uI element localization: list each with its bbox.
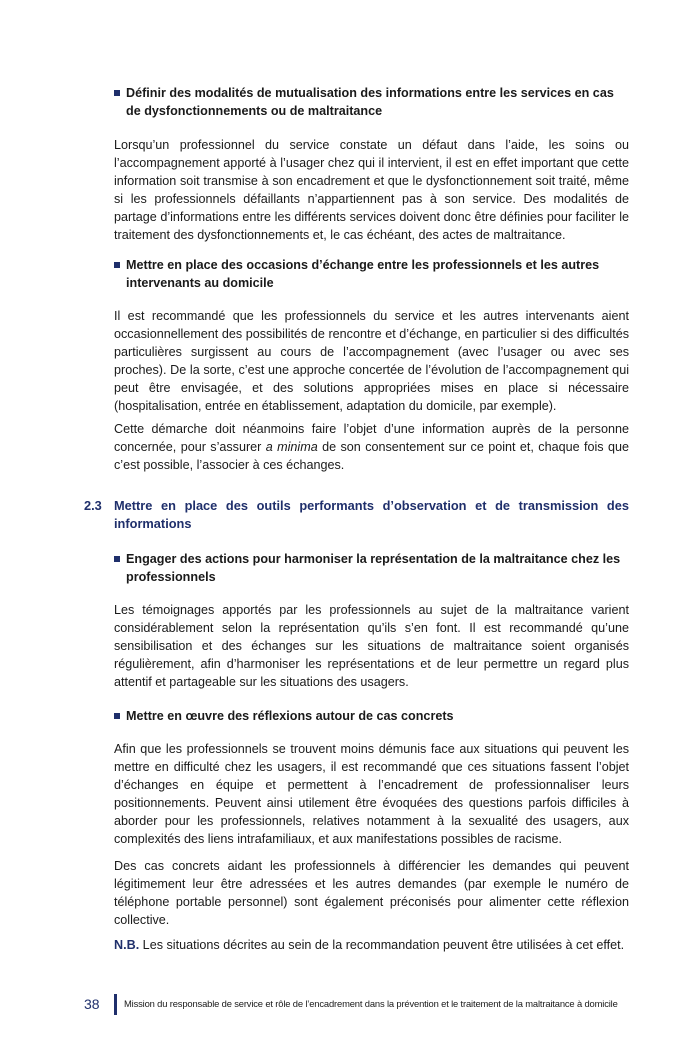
page-number: 38 [84, 996, 100, 1012]
square-bullet-icon [114, 90, 120, 96]
bullet-heading-occasions-echange [114, 256, 629, 292]
bullet-heading-text: Définir des modalités de mutualisation des informations entre les services en cas de dysfonctionnements ou de maltraitance [126, 86, 614, 118]
nb-text: Les situations décrites au sein de la recommandation peuvent être utilisées à cet effet. [139, 938, 625, 952]
square-bullet-icon [114, 713, 120, 719]
paragraph-defaut-aide: Lorsqu’un professionnel du service constate un défaut dans l’aide, les soins ou l’accompagnement apporté à l’usager chez qui il intervient, il est en effet important que cette information soit transmise à son encadrement et que le dysfonctionnement soit traité, même si les professionnels défaillants n’appartiennent pas à son service. Des modalités de partage d’informations entre les différents services doivent donc être définies pour faciliter le traitement des dysfonctionnements et, le cas échéant, des actes de maltraitance. [114, 138, 629, 242]
section-number: 2.3 [84, 498, 102, 513]
bullet-heading-cas-concrets [114, 707, 629, 725]
nb-label: N.B. [114, 938, 140, 952]
paragraph-rencontre-echange: Il est recommandé que les professionnels du service et les autres intervenants aient occasionnellement des possibilités de rencontre et d’échange, en particulier si des difficultés particulières surgissent au cours de l’accompagnement (avec l’usager ou avec ses proches). De la sorte, c’est une approche concertée de l’évolution de l’accompagnement qui peut être envisagée, et des solutions appropriées mises en place si nécessaire (hospitalisation, entrée en établissement, adaptation du domicile, par exemple). [114, 309, 629, 413]
square-bullet-icon [114, 556, 120, 562]
bullet-heading-text: Mettre en œuvre des réflexions autour de cas concrets [126, 709, 454, 723]
bullet-heading-mutualisation [114, 84, 629, 120]
footer-divider [114, 994, 117, 1015]
paragraph-text-start: Cette démarche doit néanmoins faire l’objet d’une information auprès de la personne concernée, pour s’assurer [114, 422, 629, 454]
running-title: Mission du responsable de service et rôle de l’encadrement dans la prévention et le traitement de la maltraitance à domicile [124, 998, 618, 1009]
bullet-heading-text: Engager des actions pour harmoniser la représentation de la maltraitance chez les professionnels [126, 552, 621, 584]
paragraph-text-end: de son consentement sur ce point et, chaque fois que c’est possible, l’associer à ces échanges. [114, 440, 629, 472]
paragraph-demunis: Afin que les professionnels se trouvent moins démunis face aux situations qui peuvent les mettre en difficulté chez les usagers, il est recommandé que ces situations fassent l’objet d’échanges en équipe et permettent à l’encadrement de professionnaliser leurs positionnements. Peuvent ainsi utilement être évoquées des questions parfois difficiles à aborder pour les professionnels, relatives notamment à la sexualité des usagers, aux complexités des liens intrafamiliaux, et aux manifestations possibles de racisme. [114, 742, 629, 846]
bullet-heading-text: Mettre en place des occasions d’échange entre les professionnels et les autres intervenants au domicile [126, 258, 600, 290]
paragraph-temoignages: Les témoignages apportés par les professionnels au sujet de la maltraitance varient considérablement selon la représentation qu’ils s’en font. Il est recommandé qu’une sensibilisation et des échanges sur les situations de maltraitance soient organisés régulièrement, afin d’harmoniser les représentations et de leur permettre un regard plus attentif et partageable sur les situations des usagers. [114, 603, 629, 689]
section-title: Mettre en place des outils performants d’observation et de transmission des informations [114, 498, 629, 531]
latin-emphasis: a minima [265, 440, 318, 454]
paragraph-consentement [114, 420, 629, 474]
paragraph-cas-concrets: Des cas concrets aidant les professionnels à différencier les demandes qui peuvent légitimement leur être adressées et les autres demandes (par exemple le numéro de téléphone portable personnel) sont également préconisés pour alimenter cette réflexion collective. [114, 859, 629, 927]
page-footer [84, 994, 644, 1018]
section-heading [84, 497, 629, 533]
nb-note [114, 936, 629, 954]
square-bullet-icon [114, 262, 120, 268]
bullet-heading-harmoniser [114, 550, 629, 586]
